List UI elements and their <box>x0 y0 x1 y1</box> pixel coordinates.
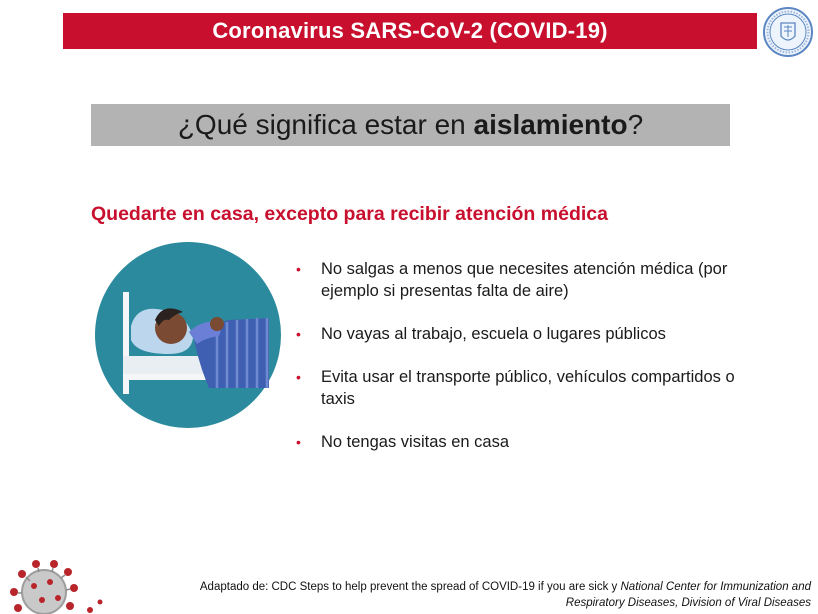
title-banner <box>63 13 757 49</box>
question-heading <box>91 104 730 146</box>
bullet-text-line: No salgas a menos que necesites atención médica (por <box>321 260 728 278</box>
bullet-marker: • <box>296 369 301 385</box>
bullet-text-line: No tengas visitas en casa <box>321 433 510 451</box>
bullet-marker: • <box>296 326 301 342</box>
source-citation <box>200 580 811 611</box>
question-suffix: ? <box>627 109 644 140</box>
citation-prefix: Adaptado de: CDC Steps to help prevent the spread of COVID-19 if you are sick y <box>199 581 621 593</box>
question-prefix: ¿Qué significa estar en <box>177 109 474 140</box>
bullet-text-line: taxis <box>321 390 355 408</box>
list-item <box>294 366 794 410</box>
list-item <box>294 323 794 345</box>
university-seal-icon <box>762 6 814 58</box>
coronavirus-icon <box>0 552 110 614</box>
bullet-text-line: No vayas al trabajo, escuela o lugares públicos <box>321 325 666 343</box>
citation-italic-line2: Respiratory Diseases, Division of Viral Diseases <box>565 596 811 609</box>
list-item <box>294 431 794 453</box>
slide-title: Coronavirus SARS-CoV-2 (COVID-19) <box>212 18 608 43</box>
sick-person-in-bed-icon <box>93 240 283 430</box>
list-item <box>294 258 794 302</box>
citation-italic-line1: National Center for Immunization and <box>620 581 811 593</box>
bullet-text-line: ejemplo si presentas falta de aire) <box>321 282 569 300</box>
question-emphasis: aislamiento <box>473 109 628 140</box>
subheading: Quedarte en casa, excepto para recibir atención médica <box>91 203 608 225</box>
bullet-text-line: Evita usar el transporte público, vehículos compartidos o <box>321 368 735 386</box>
bullet-marker: • <box>296 261 301 277</box>
bullet-list <box>294 258 794 453</box>
bullet-marker: • <box>296 434 301 450</box>
